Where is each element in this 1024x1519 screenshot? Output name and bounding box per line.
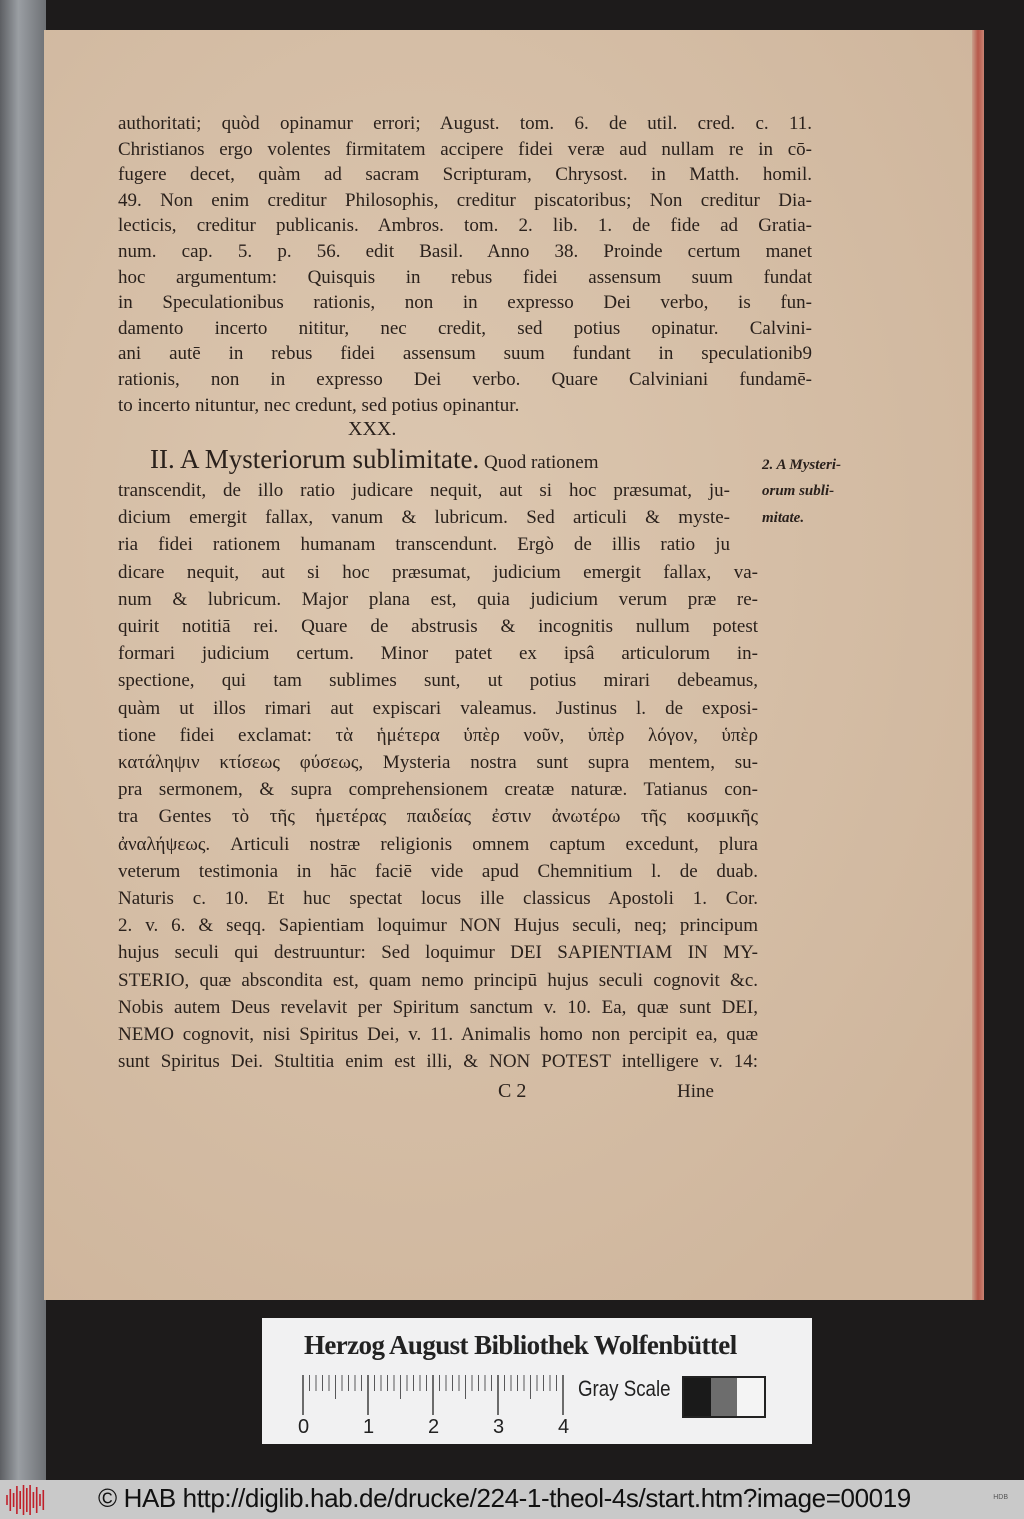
text-line: lecticis, creditur publicanis. Ambros. tom. 2. lib. 1. de fide ad Gratia- xyxy=(118,215,812,237)
gray-scale-swatches xyxy=(682,1376,766,1418)
text-line: to incerto nituntur, nec credunt, sed potius opinantur. xyxy=(118,394,520,416)
text-line: sunt Spiritus Dei. Stultitia enim est illi, & NON POTEST intelligere v. 14: xyxy=(118,1051,758,1073)
heading-continuation: Quod rationem xyxy=(479,452,599,473)
text-line: authoritati; quòd opinamur errori; August. tom. 6. de util. cred. c. 11. xyxy=(118,113,812,134)
footer-bar xyxy=(0,1480,1024,1519)
text-line: num. cap. 5. p. 56. edit Basil. Anno 38. Proinde certum manet xyxy=(118,241,812,262)
section-number: XXX. xyxy=(348,418,397,440)
signature-mark: C 2 xyxy=(498,1080,527,1102)
text-line: veterum testimonia in hāc faciē vide apud Chemnitium l. de duab. xyxy=(118,860,758,882)
gray-swatch xyxy=(711,1378,738,1416)
gray-scale-label: Gray Scale xyxy=(578,1376,671,1401)
text-line: tione fidei exclamat: τὰ ἡμέτερα ὑπὲρ νοῦν, ὑπὲρ λόγον, ὑπὲρ xyxy=(118,724,758,746)
text-line: transcendit, de illo ratio judicare nequit, aut si hoc præsumat, ju- xyxy=(118,480,730,501)
text-line: quàm ut illos rimari aut expiscari valeamus. Justinus l. de exposi- xyxy=(118,697,758,719)
text-line: quirit notitiā rei. Quare de abstrusis & incognitis nullum potest xyxy=(118,616,758,637)
text-line: Christianos ergo volentes firmitatem accipere fidei veræ aud nullam re in cō- xyxy=(118,138,812,160)
text-line: rationis, non in expresso Dei verbo. Quare Calviniani fundamē- xyxy=(118,369,812,390)
text-line: damento incerto nititur, nec credit, sed potius opinatur. Calvini- xyxy=(118,317,812,339)
ruler-number: 3 xyxy=(493,1416,505,1438)
text-line: 2. v. 6. & seqq. Sapientiam loquimur NON Hujus seculi, neq; principum xyxy=(118,915,758,937)
text-line: NEMO cognovit, nisi Spiritus Dei, v. 11. Animalis homo non percipit ea, quæ xyxy=(118,1024,758,1045)
text-line: in Speculationibus rationis, non in expresso Dei verbo, is fun- xyxy=(118,292,812,314)
library-name: Herzog August Bibliothek Wolfenbüttel xyxy=(304,1330,737,1360)
text-line: hujus seculi qui destruuntur: Sed loquimur DEI SAPIENTIAM IN MY- xyxy=(118,942,758,964)
margin-note-line: mitate. xyxy=(762,510,805,526)
heading-title: II. A Mysteriorum sublimitate. xyxy=(150,444,480,474)
footer-mark: HDB xyxy=(993,1494,1008,1501)
text-line: hoc argumentum: Quisquis in rebus fidei assensum suum fundat xyxy=(118,266,812,288)
red-page-edge xyxy=(972,30,984,1300)
ruler-number: 0 xyxy=(298,1416,310,1438)
margin-note-line: 2. A Mysteri- xyxy=(762,457,842,473)
text-line: pra sermonem, & supra comprehensionem creatæ naturæ. Tatianus con- xyxy=(118,779,758,801)
hab-logo-icon xyxy=(5,1484,49,1516)
library-color-chart xyxy=(262,1318,812,1444)
copyright-url[interactable]: © HAB http://diglib.hab.de/drucke/224-1-theol-4s/start.htm?image=00019 xyxy=(98,1483,911,1513)
text-line: 49. Non enim creditur Philosophis, creditur piscatoribus; Non creditur Dia- xyxy=(118,189,812,211)
margin-note-line: orum subli- xyxy=(762,483,835,499)
text-line: STERIO, quæ abscondita est, quam nemo principū hujus seculi cognovit &c. xyxy=(118,969,758,991)
section-heading xyxy=(150,444,599,478)
text-line: spectione, qui tam sublimes sunt, ut potius mirari debeamus, xyxy=(118,670,758,692)
text-line: fugere decet, quàm ad sacram Scripturam, Chrysost. in Matth. homil. xyxy=(118,164,812,186)
text-line: Naturis c. 10. Et huc spectat locus ille classicus Apostoli 1. Cor. xyxy=(118,888,758,909)
text-line: formari judicium certum. Minor patet ex ipsâ articulorum in- xyxy=(118,643,758,665)
text-line: ani autē in rebus fidei assensum suum fundant in speculationib9 xyxy=(118,343,812,365)
text-line: ἀναλήψεως. Articuli nostræ religionis omnem captum excedunt, plura xyxy=(118,833,758,855)
text-line: dicium emergit fallax, vanum & lubricum. Sed articuli & myste- xyxy=(118,507,730,529)
ruler-number: 1 xyxy=(363,1416,375,1438)
adjacent-page-edge xyxy=(0,0,46,1480)
text-line: ria fidei rationem humanam transcendunt. Ergò de illis ratio ju xyxy=(118,534,730,556)
ruler-scale xyxy=(302,1375,572,1415)
gray-swatch xyxy=(737,1378,764,1416)
text-line: num & lubricum. Major plana est, quia judicium verum præ re- xyxy=(118,588,758,610)
text-line: tra Gentes τὸ τῆς ἡμετέρας παιδείας ἐστιν ἀνωτέρω τῆς κοσμικῆς xyxy=(118,806,758,828)
text-line: dicare nequit, aut si hoc præsumat, judicium emergit fallax, va- xyxy=(118,561,758,583)
catchword: Hine xyxy=(677,1081,714,1102)
text-line: Nobis autem Deus revelavit per Spiritum sanctum v. 10. Ea, quæ sunt DEI, xyxy=(118,996,758,1018)
ruler-number: 4 xyxy=(558,1416,570,1438)
ruler-number: 2 xyxy=(428,1416,440,1438)
text-line: κατάληψιν κτίσεως φύσεως, Mysteria nostra sunt supra mentem, su- xyxy=(118,752,758,773)
gray-swatch xyxy=(684,1378,711,1416)
